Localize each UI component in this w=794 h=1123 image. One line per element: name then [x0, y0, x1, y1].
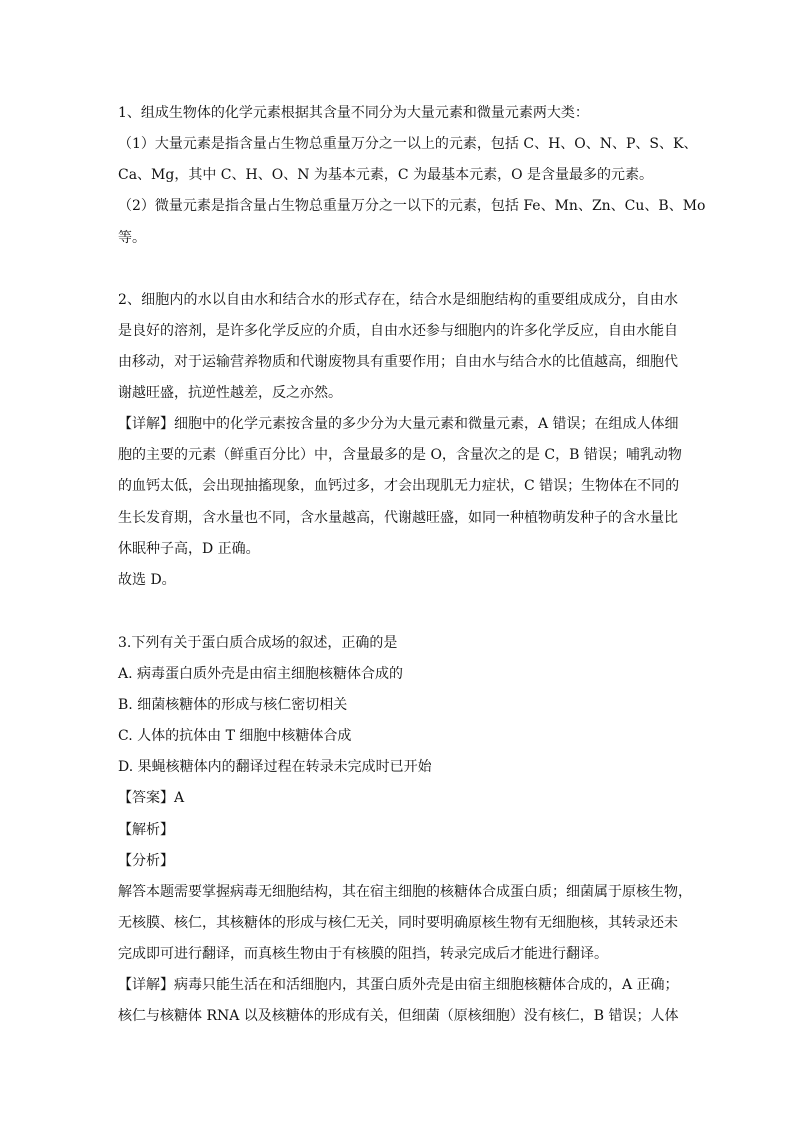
text-line: Ca、Mg，其中 C、H、O、N 为基本元素，C 为最基本元素，O 是含量最多的元素。 [118, 167, 653, 183]
option-d: D. 果蝇核糖体内的翻译过程在转录未完成时已开始 [118, 759, 432, 775]
text-line: 谢越旺盛，抗逆性越差，反之亦然。 [118, 385, 342, 401]
text-line: 1、组成生物体的化学元素根据其含量不同分为大量元素和微量元素两大类： [118, 105, 589, 121]
option-b: B. 细菌核糖体的形成与核仁密切相关 [118, 697, 348, 713]
text-line: （1）大量元素是指含量占生物总重量万分之一以上的元素，包括 C、H、O、N、P、S、K、 [118, 136, 698, 152]
text-line: 故选 D。 [118, 572, 176, 588]
text-line: 无核膜、核仁，其核糖体的形成与核仁无关，同时要明确原核生物有无细胞核，其转录还未 [118, 915, 678, 931]
text-line: 完成即可进行翻译，而真核生物由于有核膜的阻挡，转录完成后才能进行翻译。 [118, 946, 608, 962]
analysis-heading: 【解析】 [118, 822, 174, 838]
text-line: 的血钙太低，会出现抽搐现象，血钙过多，才会出现肌无力症状，C 错误；生物体在不同的 [118, 478, 680, 494]
text-line: 解答本题需要掌握病毒无细胞结构，其在宿主细胞的核糖体合成蛋白质；细菌属于原核生物， [118, 884, 692, 900]
option-c: C. 人体的抗体由 T 细胞中核糖体合成 [118, 728, 352, 744]
text-line: 胞的主要的元素（鲜重百分比）中，含量最多的是 O，含量次之的是 C，B 错误；哺乳动物 [118, 447, 682, 463]
answer-line: 【答案】A [118, 790, 185, 806]
option-a: A. 病毒蛋白质外壳是由宿主细胞核糖体合成的 [118, 666, 404, 682]
text-line: 2、细胞内的水以自由水和结合水的形式存在，结合水是细胞结构的重要组成成分，自由水 [118, 292, 678, 308]
text-line: 是良好的溶剂，是许多化学反应的介质，自由水还参与细胞内的许多化学反应，自由水能自 [118, 323, 678, 339]
text-line: 【详解】细胞中的化学元素按含量的多少分为大量元素和微量元素，A 错误；在组成人体细 [118, 416, 679, 432]
text-line: 休眠种子高，D 正确。 [118, 541, 260, 557]
text-line: 由移动，对于运输营养物质和代谢废物具有重要作用；自由水与结合水的比值越高，细胞代 [118, 354, 678, 370]
breakdown-heading: 【分析】 [118, 853, 174, 869]
text-line: （2）微量元素是指含量占生物总重量万分之一以下的元素，包括 Fe、Mn、Zn、Cu、B、Mo [118, 198, 706, 214]
text-line: 【详解】病毒只能生活在和活细胞内，其蛋白质外壳是由宿主细胞核糖体合成的，A 正确； [118, 977, 679, 993]
text-line: 生长发育期，含水量也不同，含水量越高，代谢越旺盛，如同一种植物萌发种子的含水量比 [118, 510, 678, 526]
text-line: 核仁与核糖体 RNA 以及核糖体的形成有关，但细菌（原核细胞）没有核仁，B 错误；人体 [118, 1008, 679, 1024]
text-line: 等。 [118, 230, 146, 246]
question-title: 3.下列有关于蛋白质合成场的叙述，正确的是 [118, 635, 398, 651]
